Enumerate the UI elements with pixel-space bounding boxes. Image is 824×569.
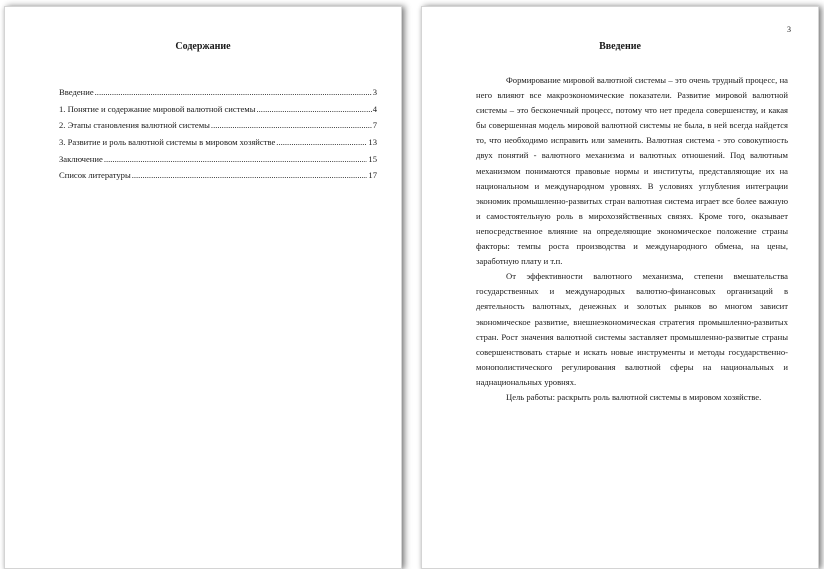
toc-dot-leader <box>95 87 372 97</box>
introduction-body <box>476 73 788 405</box>
toc-dot-leader <box>257 104 372 114</box>
body-paragraph: Цель работы: раскрыть роль валютной системы в мировом хозяйстве. <box>506 391 762 402</box>
toc-entry-chapter-1 <box>59 104 377 121</box>
document-page-left <box>4 6 402 569</box>
toc-entry-page: 3 <box>372 87 377 97</box>
toc-entry-chapter-2 <box>59 120 377 137</box>
toc-entry-title: Заключение <box>59 153 103 164</box>
toc-dot-leader <box>276 137 367 147</box>
toc-entry-title: Введение <box>59 87 94 97</box>
toc-entry-page: 4 <box>372 103 377 114</box>
toc-entry-title: Список литературы <box>59 170 131 181</box>
table-of-contents <box>59 87 377 187</box>
body-paragraph: Формирование мировой валютной системы – это очень трудный процесс, на него влияют все макроэкономические показатели. Развитие мировой валютной системы – это бесконечный процесс, потому что нет предела совершенству, и какая бы совершенная модель мировой валютной системы не была, в ней всегда найдется то, что необходимо исправить или заменить. Валютная система - это совокупность двух понятий - валютного механизма и валютных отношений. Под валютным механизмом понимаются правовые нормы и институты, представляющие их на национальном и международном уровнях. В условиях углубления интеграции экономик промышленно-развитых стран валютная система играет все более важную и самостоятельную роль в мирохозяйственных связях. Кроме того, оказывает непосредственное влияние на определяющие экономическое положение страны факторы: темпы роста производства и международного обмена, на цены, заработную плату и т.п. <box>476 75 788 267</box>
toc-entry-page: 7 <box>372 120 377 131</box>
toc-entry-title: 3. Развитие и роль валютной системы в мировом хозяйстве <box>59 137 276 148</box>
body-paragraph: От эффективности валютного механизма, степени вмешательства государственных и международных валютно-финансовых организаций в деятельность валютных, денежных и золотых рынков во многом зависит экономическое развитие, внешнеэкономическая стратегия промышленно-развитых стран. Рост значения валютной системы заставляет промышленно-развитые страны совершенствовать старые и искать новые инструменты и методы государственно-монополистического регулирования валютной сферы на национальных и наднациональных уровнях. <box>476 271 788 387</box>
toc-entry-introduction <box>59 87 377 104</box>
toc-entry-page: 17 <box>368 170 377 181</box>
page-number: 3 <box>787 25 791 34</box>
toc-heading: Содержание <box>175 41 231 52</box>
toc-entry-chapter-3 <box>59 137 377 154</box>
toc-entry-title: 1. Понятие и содержание мировой валютной системы <box>59 103 256 114</box>
introduction-heading: Введение <box>599 41 641 52</box>
toc-dot-leader <box>104 154 368 164</box>
toc-entry-page: 15 <box>368 153 377 164</box>
toc-dot-leader <box>132 170 368 180</box>
toc-entry-conclusion <box>59 154 377 171</box>
toc-dot-leader <box>211 120 372 130</box>
toc-entry-page: 13 <box>368 137 377 148</box>
toc-entry-title: 2. Этапы становления валютной системы <box>59 120 210 131</box>
toc-entry-bibliography <box>59 170 377 187</box>
document-page-right <box>421 6 819 569</box>
